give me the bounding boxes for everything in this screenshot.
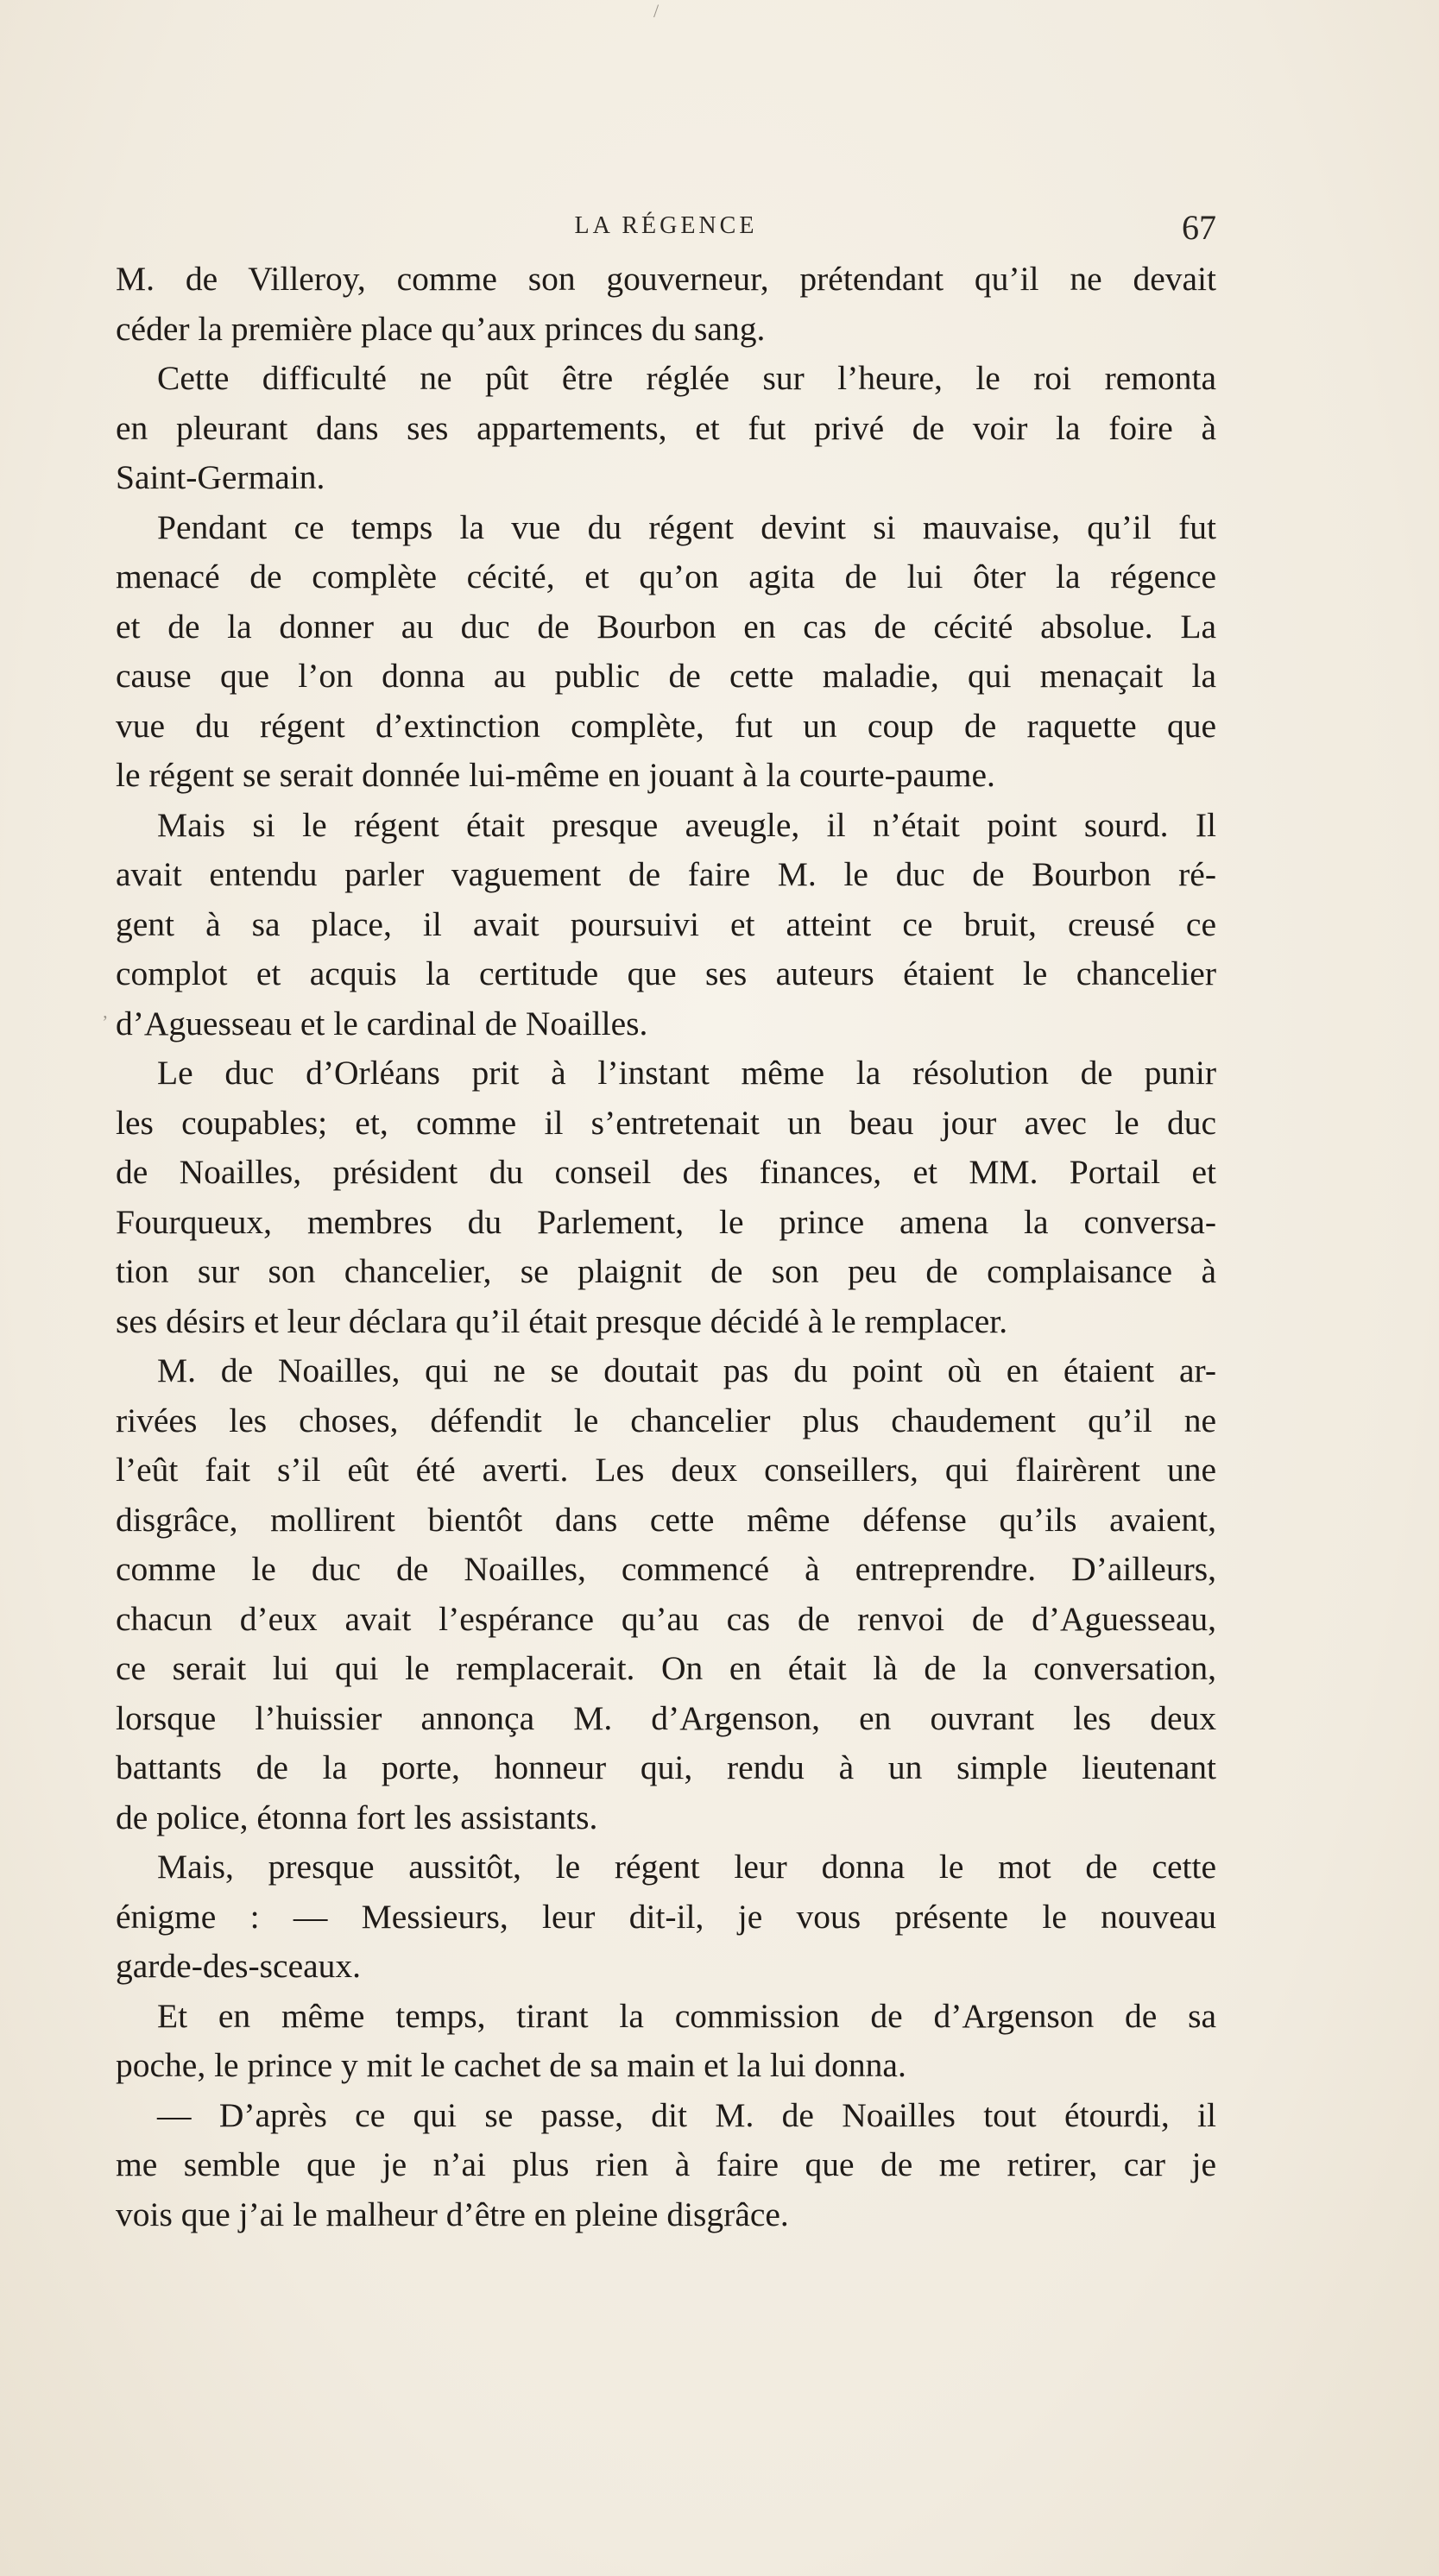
- text-line: comme le duc de Noailles, commencé à entreprendre. D’ailleurs,: [116, 1550, 1216, 1588]
- text-line: menacé de complète cécité, et qu’on agita de lui ôter la régence: [116, 557, 1216, 595]
- paragraph-start-line: Mais, presque aussitôt, le régent leur donna le mot de cette: [157, 1848, 1216, 1886]
- text-line: vois que j’ai le malheur d’être en pleine disgrâce.: [116, 2195, 789, 2233]
- text-line: et de la donner au duc de Bourbon en cas de cécité absolue. La: [116, 607, 1216, 646]
- text-line: l’eût fait s’il eût été averti. Les deux conseillers, qui flairèrent une: [116, 1451, 1216, 1489]
- text-line: M. de Villeroy, comme son gouverneur, prétendant qu’il ne devait: [116, 260, 1216, 298]
- paragraph-start-line: Cette difficulté ne pût être réglée sur l’heure, le roi remonta: [157, 359, 1216, 397]
- text-line: cause que l’on donna au public de cette maladie, qui menaçait la: [116, 657, 1216, 695]
- text-line: d’Aguesseau et le cardinal de Noailles.: [116, 1004, 648, 1042]
- text-line: Fourqueux, membres du Parlement, le prince amena la conversa-: [116, 1202, 1216, 1241]
- text-line: vue du régent d’extinction complète, fut un coup de raquette que: [116, 706, 1216, 745]
- text-line: céder la première place qu’aux princes du sang.: [116, 309, 766, 348]
- text-line: garde-des-sceaux.: [116, 1947, 362, 1985]
- text-line: complot et acquis la certitude que ses auteurs étaient le chancelier: [116, 954, 1216, 992]
- text-line: gent à sa place, il avait poursuivi et atteint ce bruit, creusé ce: [116, 904, 1216, 943]
- text-line: me semble que je n’ai plus rien à faire que de me retirer, car je: [116, 2145, 1216, 2183]
- text-line: le régent se serait donnée lui-même en jouant à la courte-paume.: [116, 756, 995, 794]
- text-line: disgrâce, mollirent bientôt dans cette même défense qu’ils avaient,: [116, 1500, 1216, 1539]
- text-line: lorsque l’huissier annonça M. d’Argenson, en ouvrant les deux: [116, 1698, 1216, 1737]
- text-line: ce serait lui qui le remplacerait. On en était là de la conversation,: [116, 1649, 1216, 1687]
- text-line: de Noailles, président du conseil des finances, et MM. Portail et: [116, 1153, 1216, 1191]
- text-line: chacun d’eux avait l’espérance qu’au cas de renvoi de d’Aguesseau,: [116, 1599, 1216, 1638]
- paragraph-start-line: Pendant ce temps la vue du régent devint si mauvaise, qu’il fut: [157, 507, 1216, 546]
- page-header: [116, 207, 1216, 250]
- text-line: battants de la porte, honneur qui, rendu à un simple lieutenant: [116, 1748, 1216, 1786]
- text-line: de police, étonna fort les assistants.: [116, 1798, 598, 1836]
- paragraph-start-line: — D’après ce qui se passe, dit M. de Noailles tout étourdi, il: [157, 2095, 1216, 2134]
- paragraph-start-line: Mais si le régent était presque aveugle, il n’était point sourd. Il: [157, 805, 1216, 844]
- text-line: rivées les choses, défendit le chancelier plus chaudement qu’il ne: [116, 1401, 1216, 1439]
- text-line: énigme : — Messieurs, leur dit-il, je vous présente le nouveau: [116, 1897, 1216, 1936]
- text-line: avait entendu parler vaguement de faire M. le duc de Bourbon ré-: [116, 855, 1216, 893]
- text-line: Saint-Germain.: [116, 458, 325, 496]
- page-number: 67: [1182, 208, 1216, 247]
- text-line: tion sur son chancelier, se plaignit de son peu de complaisance à: [116, 1252, 1216, 1290]
- margin-mark: ʼ: [102, 1011, 109, 1033]
- text-line: ses désirs et leur déclara qu’il était presque décidé à le remplacer.: [116, 1301, 1008, 1340]
- paragraph-start-line: Et en même temps, tirant la commission de d’Argenson de sa: [157, 1996, 1216, 2035]
- running-title: LA RÉGENCE: [574, 212, 758, 239]
- text-line: les coupables; et, comme il s’entretenait un beau jour avec le duc: [116, 1103, 1216, 1142]
- body-text: [116, 255, 1216, 2239]
- text-line: poche, le prince y mit le cachet de sa main et la lui donna.: [116, 2046, 906, 2084]
- text-line: en pleurant dans ses appartements, et fut privé de voir la foire à: [116, 408, 1216, 447]
- paragraph-start-line: M. de Noailles, qui ne se doutait pas du point où en étaient ar-: [157, 1351, 1216, 1389]
- paragraph-start-line: Le duc d’Orléans prit à l’instant même la résolution de punir: [157, 1054, 1216, 1092]
- stray-mark: /: [653, 0, 660, 22]
